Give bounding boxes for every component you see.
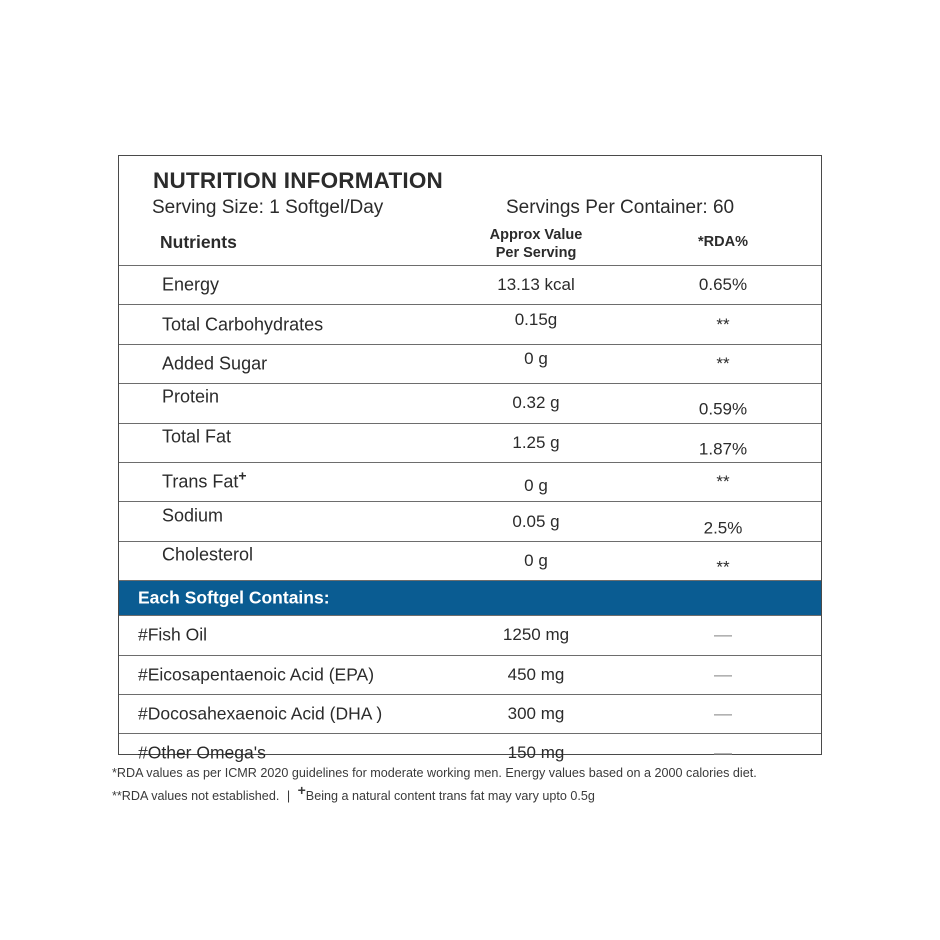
nutrient-value: 0 g [524, 476, 548, 496]
nutrient-rda: 0.65% [698, 275, 748, 295]
table-row [119, 462, 821, 501]
nutrient-name: Total Fat [162, 426, 232, 447]
table-row [119, 541, 821, 580]
nutrient-name: Protein [162, 386, 220, 407]
nutrient-value: 0.05 g [512, 511, 560, 531]
footnote-rda-not-established: **RDA values not established. [112, 789, 280, 803]
nutrient-name [162, 467, 247, 493]
table-row [119, 304, 821, 343]
table-row [119, 655, 821, 694]
nutrient-name-text: Trans Fat [162, 471, 239, 492]
column-header-approx-value [416, 226, 656, 262]
nutrient-name: Sodium [162, 505, 224, 526]
table-row [119, 615, 821, 654]
column-header-nutrients: Nutrients [160, 232, 237, 252]
nutrient-value: 13.13 kcal [497, 275, 575, 295]
section-band-label: Each Softgel Contains: [138, 587, 330, 608]
ingredient-value: 450 mg [507, 664, 565, 684]
nutrient-value: 0 g [524, 550, 548, 570]
nutrient-rda: ** [716, 557, 730, 577]
table-row [119, 265, 821, 304]
column-header-approx-value-line1: Approx Value [489, 227, 583, 243]
trans-fat-footnote-marker: + [238, 467, 247, 484]
nutrition-information-panel [118, 155, 822, 763]
nutrient-rda: ** [716, 353, 730, 373]
ingredient-value: 300 mg [507, 704, 565, 724]
nutrient-value: 0.32 g [512, 393, 560, 413]
ingredient-rda: — [714, 703, 732, 724]
nutrient-rda: 2.5% [703, 517, 743, 537]
servings-per-container-label: Servings Per Container: 60 [506, 197, 735, 218]
nutrient-name: Added Sugar [162, 353, 268, 374]
ingredient-name: #Docosahexaenoic Acid (DHA ) [138, 703, 383, 724]
panel-header [119, 156, 821, 265]
column-header-approx-value-line2: Per Serving [495, 245, 577, 261]
column-header-rda: *RDA% [698, 234, 748, 250]
footnote-secondary [112, 781, 872, 808]
nutrient-rda: 0.59% [698, 399, 748, 419]
nutrient-value: 1.25 g [512, 432, 560, 452]
footnote-separator: | [286, 789, 291, 803]
nutrient-name: Energy [162, 274, 220, 295]
nutrient-name: Cholesterol [162, 544, 254, 565]
table-row [119, 383, 821, 422]
ingredient-name: #Other Omega's [138, 742, 266, 763]
ingredient-value: 1250 mg [502, 625, 570, 645]
panel-title: NUTRITION INFORMATION [153, 168, 443, 193]
ingredient-rda: — [714, 664, 732, 685]
ingredient-name: #Fish Oil [138, 624, 208, 645]
table-row [119, 344, 821, 383]
table-row [119, 694, 821, 733]
nutrient-value: 0 g [524, 348, 548, 368]
ingredient-rda: — [714, 742, 732, 763]
ingredient-name: #Eicosapentaenoic Acid (EPA) [138, 664, 375, 685]
nutrient-rda: ** [716, 472, 730, 492]
nutrient-rda: ** [716, 314, 730, 334]
footnote-rda: *RDA values as per ICMR 2020 guidelines for moderate working men. Energy values based on a 2000 calories diet. [112, 766, 757, 780]
table-row [119, 423, 821, 462]
ingredient-rda: — [714, 624, 732, 645]
ingredient-value: 150 mg [507, 743, 565, 763]
footnotes [112, 762, 872, 808]
footnote-trans-fat-text: Being a natural content trans fat may vary upto 0.5g [305, 789, 595, 803]
nutrient-rda: 1.87% [698, 439, 748, 459]
footnote-trans-fat-marker: + [297, 781, 306, 798]
table-row [119, 501, 821, 540]
section-band-each-softgel [119, 580, 821, 615]
nutrient-value: 0.15g [514, 309, 558, 329]
serving-size-label: Serving Size: 1 Softgel/Day [152, 197, 384, 218]
nutrient-name: Total Carbohydrates [162, 314, 324, 335]
